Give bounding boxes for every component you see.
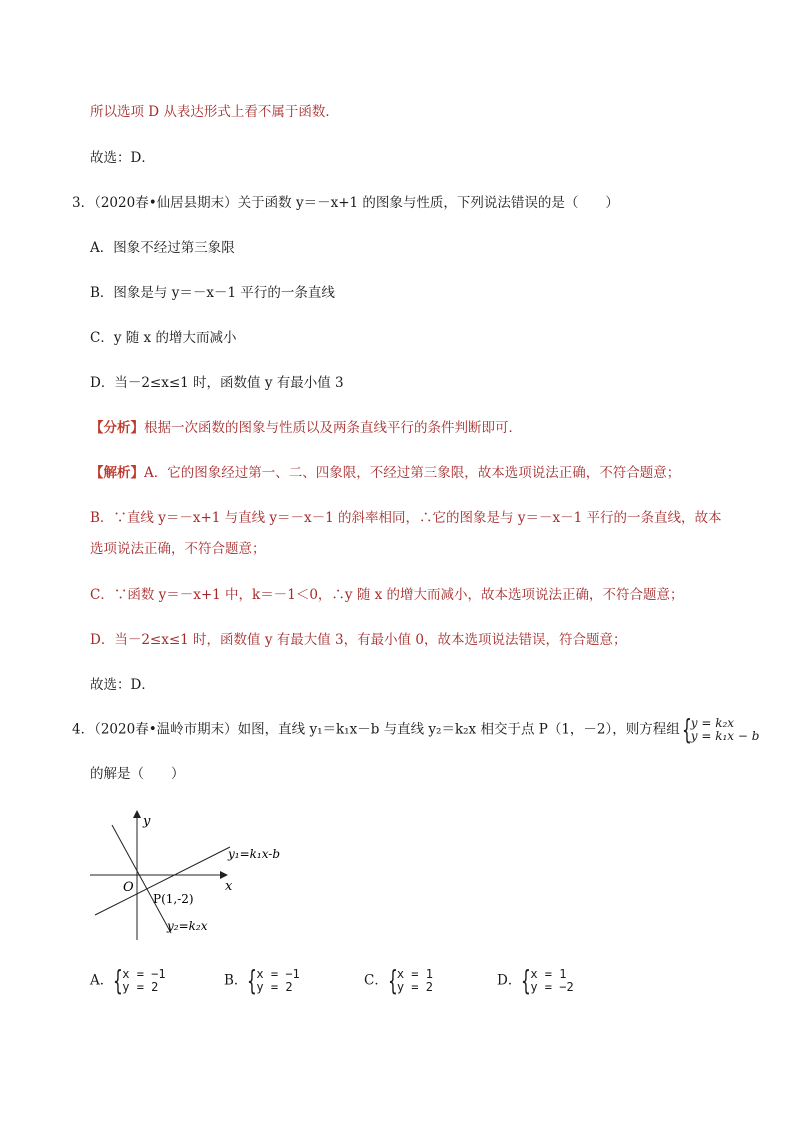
option-c-row-2: y = 2 [396,980,433,994]
analysis-tag: 【分析】 [90,420,144,436]
left-brace-icon: { [113,964,124,997]
q4-option-b-letter: B． [224,972,248,989]
q4-option-a-system [113,964,166,997]
q3-analysis [90,418,522,438]
q4-stem [72,713,760,746]
option-b-row-1: x = −1 [256,967,300,981]
q3-solution-a [90,463,680,483]
q4-option-a-letter: A． [90,972,114,989]
option-a-row-2: y = 2 [122,980,159,994]
solution-tag: 【解析】 [90,465,144,481]
q3-solution-b2: 选项说法正确，不符合题意； [90,541,266,557]
left-brace-icon: { [681,713,692,746]
prev-answer: 故选：D． [90,150,155,166]
left-brace-icon: { [247,964,258,997]
option-d-row-2: y = −2 [530,980,574,994]
q4-option-a [90,964,166,997]
origin-label: O [123,880,134,895]
option-a-row-1: x = −1 [122,967,166,981]
q4-stem-2: 的解是（ ） [90,766,185,782]
q4-option-c-letter: C． [364,972,388,989]
q4-option-d-system [521,964,574,997]
x-axis-label: x [225,879,233,894]
option-d-row-1: x = 1 [530,967,567,981]
option-c-row-1: x = 1 [396,967,433,981]
solution-a-text: A．它的图象经过第一、二、四象限，不经过第三象限，故本选项说法正确，不符合题意； [144,465,681,481]
q4-option-b [224,964,300,997]
q3-option-d: D．当－2≤x≤1 时，函数值 y 有最小值 3 [90,375,344,391]
point-p-label: P(1,-2) [153,892,194,906]
line-y2 [112,825,171,933]
left-brace-icon: { [521,964,532,997]
q4-option-c-system [387,964,433,997]
q4-option-b-system [247,964,300,997]
q3-option-a: A．图象不经过第三象限 [90,240,235,256]
q3-solution-b1: B．∵直线 y＝－x+1 与直线 y＝－x－1 的斜率相同，∴它的图象是与 y＝－x－1 平行的一条直线，故本 [90,510,722,526]
q3-answer: 故选：D． [90,677,155,693]
option-b-row-2: y = 2 [256,980,293,994]
system-row-1: y = k₂x [690,716,735,730]
q4-option-d [497,964,574,997]
q3-stem: 3．（2020春•仙居县期末）关于函数 y＝－x+1 的图象与性质，下列说法错误的是（ ） [72,195,619,211]
prev-solution-line: 所以选项 D 从表达形式上看不属于函数． [90,104,339,120]
left-brace-icon: { [387,964,398,997]
q3-solution-d: D．当－2≤x≤1 时，函数值 y 有最大值 3，有最小值 0，故本选项说法错误，符合题意； [90,632,627,648]
q4-stem-text: 4．（2020春•温岭市期末）如图，直线 y₁＝k₁x－b 与直线 y₂＝k₂x 相交于点 P（1，－2），则方程组 [72,721,680,738]
q4-figure [85,805,295,950]
analysis-text: 根据一次函数的图象与性质以及两条直线平行的条件判断即可． [144,420,522,436]
q4-option-d-letter: D． [497,972,522,989]
q3-option-c: C．y 随 x 的增大而减小 [90,330,237,346]
y-axis-label: y [143,814,151,829]
q3-option-b: B．图象是与 y＝－x－1 平行的一条直线 [90,285,335,301]
line-y1-label: y₁=k₁x-b [228,847,281,861]
q3-solution-c: C．∵函数 y＝－x+1 中，k＝－1＜0，∴y 随 x 的增大而减小，故本选项说法正确，不符合题意； [90,587,684,603]
line-y2-label: y₂=k₂x [167,919,208,933]
q4-option-c [364,964,433,997]
system-row-2: y = k₁x − b [690,729,760,743]
q4-equation-system [681,713,760,746]
